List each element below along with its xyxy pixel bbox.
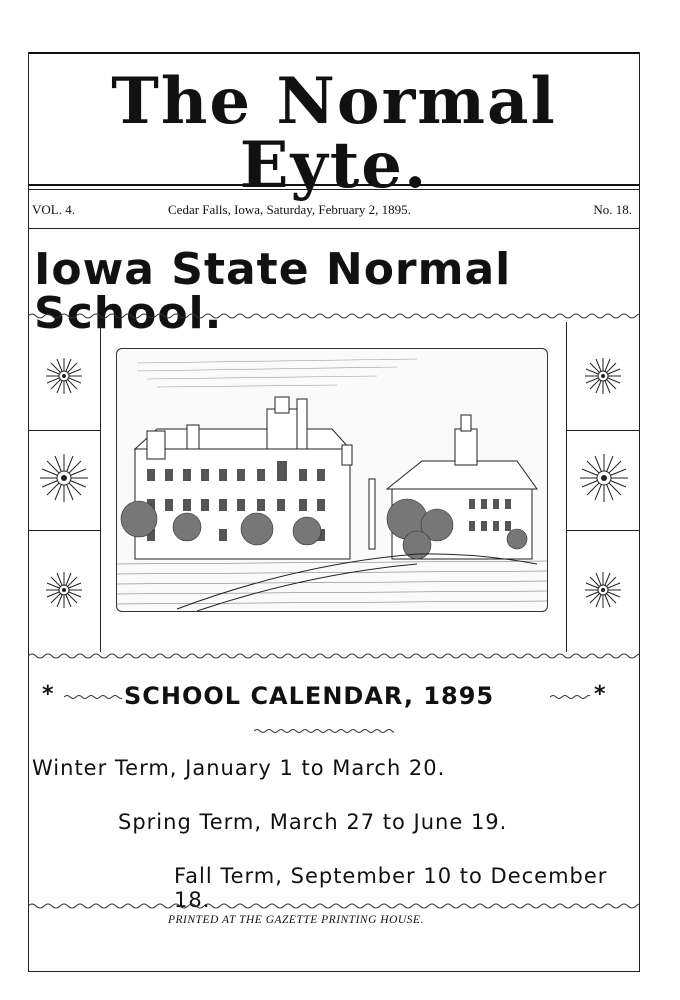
left-column-divider: [100, 322, 101, 652]
masthead-title: The Normal Eyte.: [111, 64, 557, 203]
top-border: [28, 52, 640, 54]
star-ornament-right: *: [594, 682, 607, 707]
right-column-divider: [566, 322, 567, 652]
right-column-rule-1: [566, 430, 640, 431]
wavy-flourish-right: [550, 694, 590, 700]
school-name: Iowa State Normal School.: [34, 244, 512, 339]
sunburst-icon: [38, 452, 90, 504]
wavy-divider-bottom: [28, 902, 640, 910]
masthead-rule-top: [28, 184, 640, 186]
sunburst-icon: [44, 356, 84, 396]
bottom-border: [28, 971, 640, 972]
sunburst-icon: [578, 452, 630, 504]
winter-term: Winter Term, January 1 to March 20.: [32, 756, 446, 780]
right-column-rule-2: [566, 530, 640, 531]
illustration-panel: [28, 322, 640, 652]
issue-number: No. 18.: [593, 202, 632, 217]
dateline: [28, 202, 640, 228]
printer-credit: PRINTED AT THE GAZETTE PRINTING HOUSE.: [168, 914, 424, 926]
sunburst-icon: [583, 570, 623, 610]
spring-term: Spring Term, March 27 to June 19.: [118, 810, 508, 834]
wavy-flourish-left: [64, 694, 122, 700]
sunburst-icon: [44, 570, 84, 610]
place-date: Cedar Falls, Iowa, Saturday, February 2, 1895.: [168, 202, 411, 217]
volume-label: VOL. 4.: [32, 202, 75, 217]
sunburst-icon: [583, 356, 623, 396]
left-column-rule-2: [28, 530, 100, 531]
dateline-rule: [28, 228, 640, 229]
masthead-rule-inner: [28, 189, 640, 190]
newspaper-front-page: [28, 52, 640, 972]
calendar-heading: SCHOOL CALENDAR, 1895: [124, 682, 495, 710]
fall-term: Fall Term, September 10 to December 18.: [174, 864, 608, 912]
star-ornament-left: *: [42, 682, 55, 707]
heading-underline-flourish: [254, 728, 394, 734]
school-buildings-illustration: [116, 348, 548, 612]
wavy-divider-top: [28, 312, 640, 320]
wavy-divider-middle: [28, 652, 640, 660]
left-column-rule-1: [28, 430, 100, 431]
